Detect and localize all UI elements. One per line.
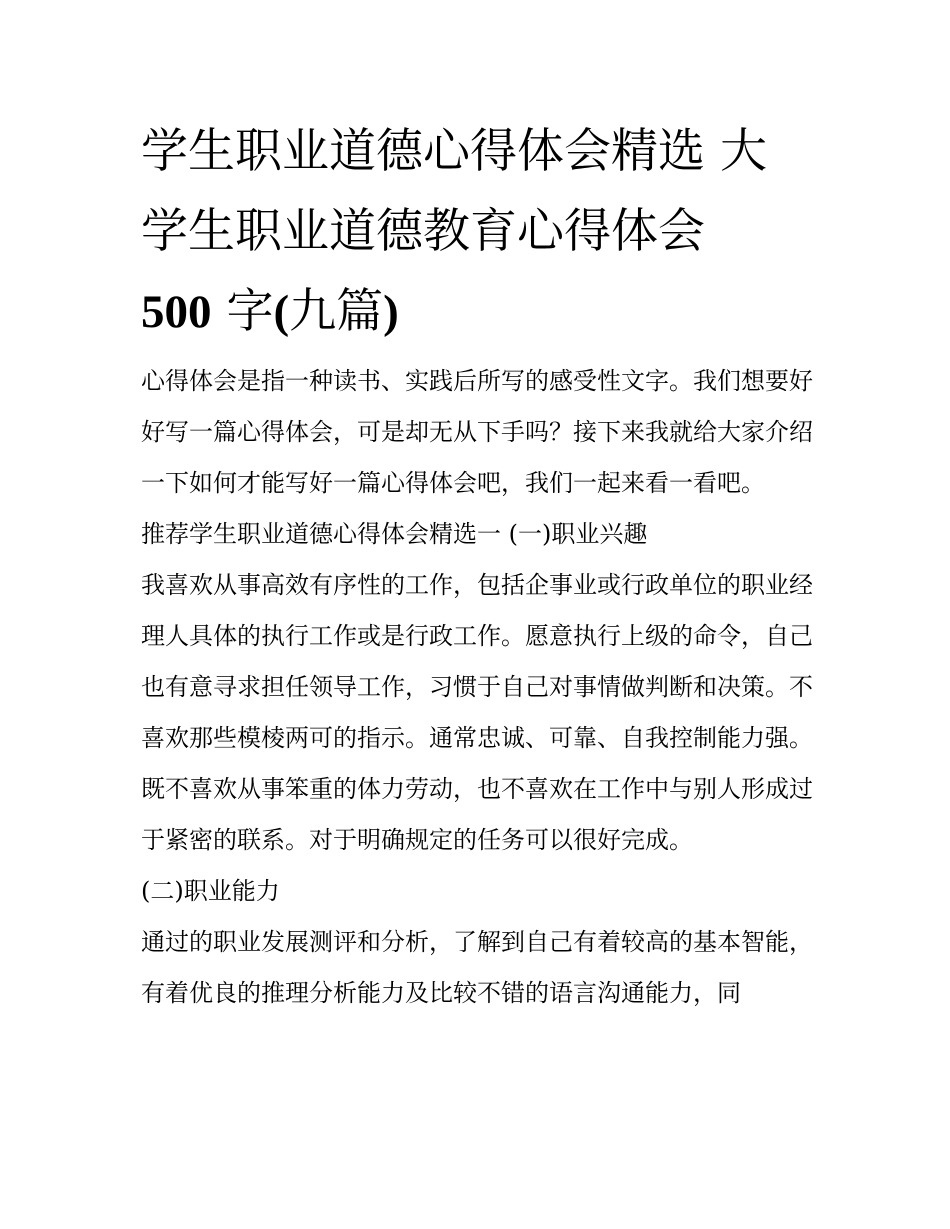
- body-paragraph-1: 我喜欢从事高效有序性的工作，包括企事业或行政单位的职业经理人具体的执行工作或是行政工作。愿意执行上级的命令，自己也有意寻求担任领导工作，习惯于自己对事情做判断和决策。不喜欢那些模棱两可的指示。通常忠诚、可靠、自我控制能力强。既不喜欢从事笨重的体力劳动，也不喜欢在工作中与别人形成过于紧密的联系。对于明确规定的任务可以很好完成。: [141, 571, 813, 854]
- document-title: [141, 112, 813, 352]
- document-content: [141, 112, 813, 1019]
- title-number: 500: [141, 286, 212, 338]
- section-heading-1: 推荐学生职业道德心得体会精选一 (一)职业兴趣: [141, 520, 648, 548]
- document-body: [141, 356, 813, 1019]
- title-line-1: 学生职业道德心得体会精选 大: [141, 124, 767, 179]
- title-close-paren: ): [383, 286, 399, 338]
- title-line-3: [141, 272, 813, 352]
- body-paragraph-2: 通过的职业发展测评和分析，了解到自己有着较高的基本智能，有着优良的推理分析能力及比较不错的语言沟通能力，同: [141, 928, 813, 1007]
- section-heading-2: (二)职业能力: [141, 877, 280, 905]
- title-char: 字: [211, 284, 274, 339]
- title-line-2: 学生职业道德教育心得体会: [141, 204, 705, 259]
- intro-paragraph: 心得体会是指一种读书、实践后所写的感受性文字。我们想要好好写一篇心得体会，可是却无从下手吗？接下来我就给大家介绍一下如何才能写好一篇心得体会吧，我们一起来看一看吧。: [141, 367, 813, 497]
- title-open-paren: (: [273, 286, 290, 338]
- title-paren-text: 九篇: [289, 284, 384, 339]
